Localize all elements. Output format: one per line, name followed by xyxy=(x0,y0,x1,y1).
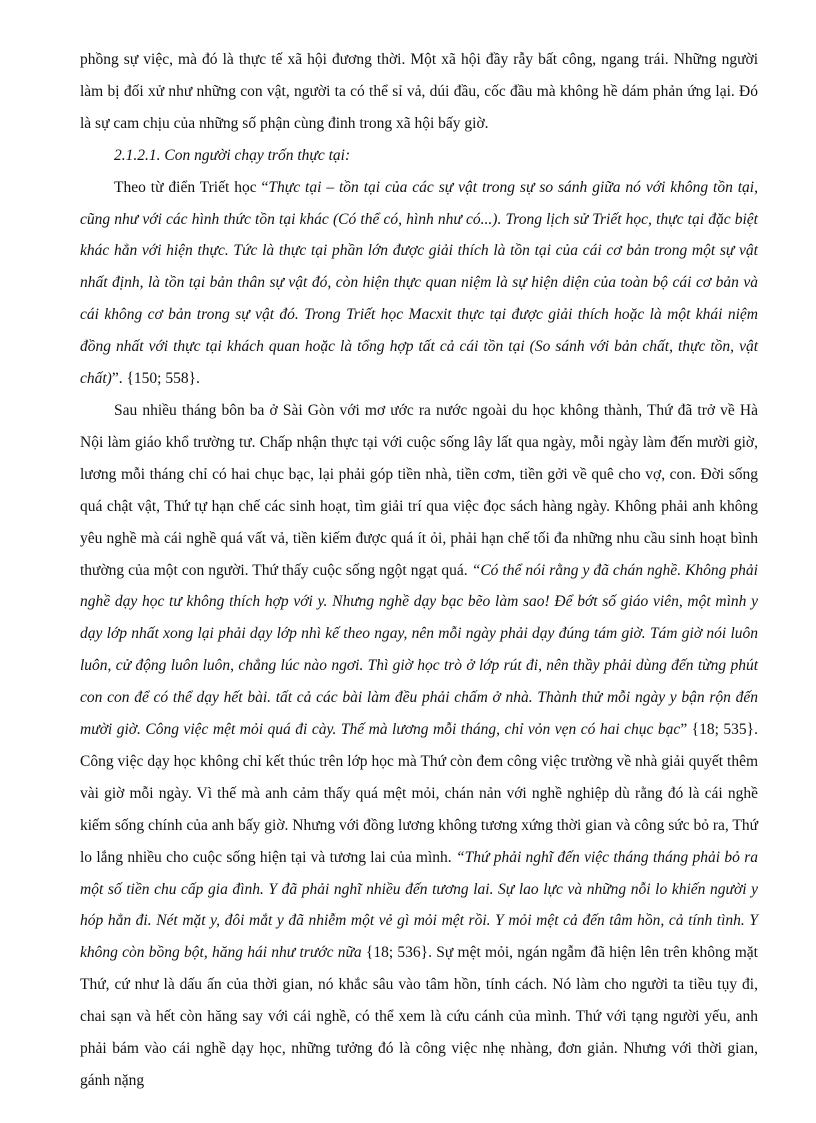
paragraph-text: {18; 536}. Sự mệt mỏi, ngán ngẫm đã hiện lên trên không mặt Thứ, cứ như là dấu ấn của thời gian, nó khắc sâu vào tâm hồn, tính cách. Nó làm cho người ta tiều tụy đi, chai sạn và hết còn hăng say với cái nghề, có thể xem là cứu cánh của mình. Thứ với tạng người yếu, anh phải bám vào cái nghề dạy học, những tưởng đó là công việc nhẹ nhàng, đơn giản. Nhưng với thời gian, gánh nặng xyxy=(80,944,758,1089)
paragraph-text: Sau nhiều tháng bôn ba ở Sài Gòn với mơ ước ra nước ngoài du học không thành, Thứ đã trở về Hà Nội làm giáo khổ trường tư. Chấp nhận thực tại với cuộc sống lây lất qua ngày, mỗi ngày làm đến mười giờ, lương mỗi tháng chỉ có hai chục bạc, lại phải góp tiền nhà, tiền cơm, tiền gởi về quê cho vợ, con. Đời sống quá chật vật, Thứ tự hạn chế các sinh hoạt, tìm giải trí qua việc đọc sách hàng ngày. Không phải anh không yêu nghề mà cái nghề quá vất vả, tiền kiếm được quá ít ỏi, phải hạn chế tối đa những nhu cầu sinh hoạt bình thường của một con người. Thứ thấy cuộc sống ngột ngạt quá. xyxy=(80,401,758,579)
citation-text: ”. {150; 558}. xyxy=(111,370,200,388)
section-heading: 2.1.2.1. Con người chạy trốn thực tại: xyxy=(114,146,351,164)
quote-text: “Có thể nói rằng y đã chán nghề. Không phải nghề dạy học tư không thích hợp với y. Nhưng nghề dạy bạc bẽo làm sao! Để bớt số giáo viên, một mình y dạy lớp nhất xong lại phải dạy lớp nhì kế theo ngay, nên mỗi ngày phải dạy đúng tám giờ. Tám giờ nói luôn luôn, cử động luôn luôn, chẳng lúc nào ngơi. Thì giờ học trò ở lớp rút đi, nên thầy phải dùng đến từng phút con con để có thể dạy hết bài. tất cả các bài làm đều phải chấm ở nhà. Thành thử mỗi ngày y bận rộn đến mười giờ. Công việc mệt mỏi quá đi cày. Thế mà lương mỗi tháng, chỉ vỏn vẹn có hai chục bạc xyxy=(80,561,758,739)
paragraph-analysis xyxy=(80,395,758,1097)
paragraph-definition xyxy=(80,172,758,395)
paragraph-continuation: phồng sự việc, mà đó là thực tế xã hội đương thời. Một xã hội đầy rẫy bất công, ngang trái. Những người làm bị đối xử như những con vật, người ta có thể sỉ vả, dúi đầu, cốc đầu mà không hề dám phản ứng lại. Đó là sự cam chịu của những số phận cùng đinh trong xã hội bấy giờ. xyxy=(80,51,758,132)
paragraph-text: ” {18; 535}. Công việc dạy học không chỉ kết thúc trên lớp học mà Thứ còn đem công việc trường về nhà giải quyết thêm vài giờ mỗi ngày. Vì thế mà anh cảm thấy quá mệt mỏi, chán nản với nghề nghiệp dù rằng đó là cái nghề kiếm sống chính của anh bấy giờ. Nhưng với đồng lương không tương xứng thời gian và công sức bỏ ra, Thứ lo lắng nhiều cho cuộc sống hiện tại và tương lai của mình. xyxy=(80,721,758,866)
quote-text: Thực tại – tồn tại của các sự vật trong sự so sánh giữa nó với không tồn tại, cũng như với các hình thức tồn tại khác (Có thể có, hình như có...). Trong lịch sử Triết học, thực tại đặc biệt khác hẳn với hiện thực. Tức là thực tại phần lớn được giải thích là tồn tại của cái cơ bản trong một sự vật nhất định, là tồn tại bản thân sự vật đó, còn hiện thực quan niệm là sự hiện diện của toàn bộ cái cơ bản và cái không cơ bản trong sự vật đó. Trong Triết học Macxit thực tại được giải thích hoặc là một khái niệm đồng nhất với thực tại khách quan hoặc là tổng hợp tất cả cái tồn tại (So sánh với bản chất, thực tồn, vật chất) xyxy=(80,178,758,388)
quote-text: “Thứ phải nghĩ đến việc tháng tháng phải bỏ ra một số tiền chu cấp gia đình. Y đã phải nghĩ nhiều đến tương lai. Sự lao lực và những nỗi lo khiến người y hóp hẳn đi. Nét mặt y, đôi mắt y đã nhiễm một vẻ gì mỏi mệt rồi. Y mỏi mệt cả đến tâm hồn, cả tính tình. Y không còn bồng bột, hăng hái như trước nữa xyxy=(80,848,758,962)
paragraph-text: Theo từ điển Triết học “ xyxy=(114,178,269,196)
